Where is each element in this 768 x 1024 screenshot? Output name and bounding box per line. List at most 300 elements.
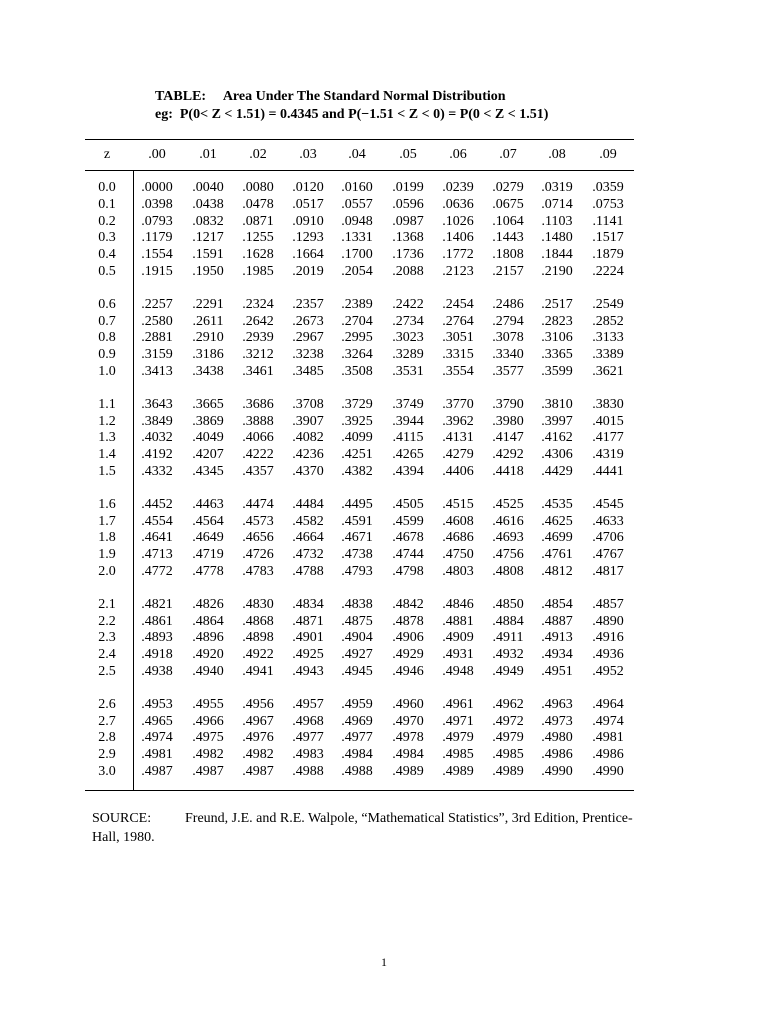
table-cell: .4936 xyxy=(592,647,624,663)
table-cell: .4756 xyxy=(492,547,524,563)
table-cell: .4418 xyxy=(492,464,524,479)
table-cell: .1406 xyxy=(442,230,474,246)
table-cell: .4976 xyxy=(242,730,274,746)
table-cell: .4988 xyxy=(341,764,373,779)
table-cell: .4941 xyxy=(242,664,274,679)
table-cell: .4032 xyxy=(141,430,173,446)
row-header-z: 0.2 xyxy=(98,213,116,229)
table-cell: .4953 xyxy=(141,696,173,712)
table-cell: .1255 xyxy=(242,230,274,246)
source-citation xyxy=(92,809,652,847)
table-cell: .3264 xyxy=(341,347,373,363)
row-header-z: 2.5 xyxy=(98,664,116,679)
table-cell: .3159 xyxy=(141,347,173,363)
table-cell: .4591 xyxy=(341,513,373,529)
table-cell: .4599 xyxy=(392,513,424,529)
table-cell: .4901 xyxy=(292,630,324,646)
table-cell: .4968 xyxy=(292,713,324,729)
table-cell: .4985 xyxy=(492,747,524,763)
table-cell: .4982 xyxy=(192,747,224,763)
table-cell: .4887 xyxy=(541,613,573,629)
table-cell: .4830 xyxy=(242,596,274,612)
table-cell: .4772 xyxy=(141,564,173,579)
table-cell: .4974 xyxy=(592,713,624,729)
table-cell: .4251 xyxy=(341,447,373,463)
table-cell: .1591 xyxy=(192,247,224,263)
source-text: Freund, J.E. and R.E. Walpole, “Mathematical Statistics”, 3rd Edition, Prentice-Hall, 1980. xyxy=(92,811,633,845)
table-cell: .4082 xyxy=(292,430,324,446)
table-cell: .4664 xyxy=(292,530,324,546)
table-cell: .4881 xyxy=(442,613,474,629)
table-cell: .4115 xyxy=(392,430,424,446)
row-header-z: 2.2 xyxy=(98,613,116,629)
row-header-z: 0.0 xyxy=(98,180,116,195)
table-cell: .3907 xyxy=(292,413,324,429)
table-cell: .3790 xyxy=(492,396,524,412)
table-cell: .3531 xyxy=(392,364,424,379)
table-cell: .4719 xyxy=(192,547,224,563)
table-cell: .1026 xyxy=(442,213,474,229)
table-cell: .4990 xyxy=(541,764,573,779)
table-cell: .4131 xyxy=(442,430,474,446)
table-cell: .1480 xyxy=(541,230,573,246)
table-cell: .2910 xyxy=(192,330,224,346)
table-cell: .4934 xyxy=(541,647,573,663)
table-cell: .4625 xyxy=(541,513,573,529)
table-cell: .1985 xyxy=(242,264,274,279)
row-header-z: 0.4 xyxy=(98,247,116,263)
table-cell: .2054 xyxy=(341,264,373,279)
table-cell: .4987 xyxy=(192,764,224,779)
table-cell: .3078 xyxy=(492,330,524,346)
table-cell: .4608 xyxy=(442,513,474,529)
table-cell: .4842 xyxy=(392,596,424,612)
row-header-z: 0.7 xyxy=(98,313,116,329)
column-header: .00 xyxy=(148,147,166,162)
table-cell: .4821 xyxy=(141,596,173,612)
table-cell: .2291 xyxy=(192,296,224,312)
table-cell: .4236 xyxy=(292,447,324,463)
table-cell: .0080 xyxy=(242,180,274,195)
table-cell: .4956 xyxy=(242,696,274,712)
table-cell: .4441 xyxy=(592,464,624,479)
column-header: .02 xyxy=(249,147,267,162)
table-cell: .4788 xyxy=(292,564,324,579)
table-cell: .4983 xyxy=(292,747,324,763)
table-cell: .4989 xyxy=(492,764,524,779)
column-header: .06 xyxy=(449,147,467,162)
table-cell: .4893 xyxy=(141,630,173,646)
table-cell: .0948 xyxy=(341,213,373,229)
table-cell: .3238 xyxy=(292,347,324,363)
table-cell: .4979 xyxy=(492,730,524,746)
table-cell: .0910 xyxy=(292,213,324,229)
source-label: SOURCE: xyxy=(92,811,152,826)
table-cell: .4913 xyxy=(541,630,573,646)
table-cell: .2257 xyxy=(141,296,173,312)
table-cell: .3389 xyxy=(592,347,624,363)
table-cell: .4890 xyxy=(592,613,624,629)
table-cell: .2088 xyxy=(392,264,424,279)
table-cell: .3106 xyxy=(541,330,573,346)
table-cell: .4896 xyxy=(192,630,224,646)
table-cell: .4985 xyxy=(442,747,474,763)
table-cell: .4846 xyxy=(442,596,474,612)
row-header-z: 0.3 xyxy=(98,230,116,246)
row-header-z: 2.1 xyxy=(98,596,116,612)
table-cell: .4984 xyxy=(341,747,373,763)
table-top-rule xyxy=(85,139,634,140)
table-cell: .4798 xyxy=(392,564,424,579)
table-cell: .4990 xyxy=(592,764,624,779)
table-cell: .1064 xyxy=(492,213,524,229)
table-cell: .4949 xyxy=(492,664,524,679)
table-cell: .3621 xyxy=(592,364,624,379)
table-cell: .2123 xyxy=(442,264,474,279)
table-cell: .4945 xyxy=(341,664,373,679)
table-cell: .3643 xyxy=(141,396,173,412)
table-cell: .4965 xyxy=(141,713,173,729)
table-cell: .4535 xyxy=(541,496,573,512)
table-cell: .4147 xyxy=(492,430,524,446)
table-cell: .3665 xyxy=(192,396,224,412)
table-cell: .3186 xyxy=(192,347,224,363)
table-cell: .0199 xyxy=(392,180,424,195)
table-cell: .1331 xyxy=(341,230,373,246)
row-header-z: 0.5 xyxy=(98,264,116,279)
table-cell: .4962 xyxy=(492,696,524,712)
table-cell: .4970 xyxy=(392,713,424,729)
table-cell: .3051 xyxy=(442,330,474,346)
table-cell: .3413 xyxy=(141,364,173,379)
table-cell: .4382 xyxy=(341,464,373,479)
table-cell: .3729 xyxy=(341,396,373,412)
row-header-z: 1.1 xyxy=(98,396,116,412)
table-cell: .4984 xyxy=(392,747,424,763)
row-header-z: 2.8 xyxy=(98,730,116,746)
column-header: .07 xyxy=(499,147,517,162)
table-header-rule xyxy=(85,170,634,171)
table-cell: .4706 xyxy=(592,530,624,546)
table-cell: .4207 xyxy=(192,447,224,463)
table-cell: .4871 xyxy=(292,613,324,629)
table-cell: .4049 xyxy=(192,430,224,446)
table-cell: .1772 xyxy=(442,247,474,263)
table-cell: .4515 xyxy=(442,496,474,512)
table-cell: .1217 xyxy=(192,230,224,246)
table-cell: .0319 xyxy=(541,180,573,195)
table-cell: .4177 xyxy=(592,430,624,446)
table-cell: .3438 xyxy=(192,364,224,379)
table-cell: .4656 xyxy=(242,530,274,546)
table-column-divider xyxy=(133,170,134,790)
table-cell: .4948 xyxy=(442,664,474,679)
table-cell: .4162 xyxy=(541,430,573,446)
table-cell: .4957 xyxy=(292,696,324,712)
table-cell: .3944 xyxy=(392,413,424,429)
table-cell: .2939 xyxy=(242,330,274,346)
table-cell: .4192 xyxy=(141,447,173,463)
row-header-z: 2.6 xyxy=(98,696,116,712)
table-cell: .4916 xyxy=(592,630,624,646)
table-cell: .2967 xyxy=(292,330,324,346)
table-cell: .0517 xyxy=(292,196,324,212)
table-cell: .4975 xyxy=(192,730,224,746)
table-cell: .2704 xyxy=(341,313,373,329)
table-cell: .4932 xyxy=(492,647,524,663)
table-cell: .4971 xyxy=(442,713,474,729)
table-cell: .4966 xyxy=(192,713,224,729)
table-cell: .4767 xyxy=(592,547,624,563)
table-cell: .2611 xyxy=(192,313,224,329)
table-cell: .4925 xyxy=(292,647,324,663)
table-cell: .4778 xyxy=(192,564,224,579)
table-cell: .4988 xyxy=(292,764,324,779)
table-cell: .4582 xyxy=(292,513,324,529)
table-cell: .4960 xyxy=(392,696,424,712)
table-cell: .4931 xyxy=(442,647,474,663)
table-cell: .4898 xyxy=(242,630,274,646)
row-header-z: 3.0 xyxy=(98,764,116,779)
table-cell: .3315 xyxy=(442,347,474,363)
table-cell: .4977 xyxy=(292,730,324,746)
table-cell: .2995 xyxy=(341,330,373,346)
table-cell: .4967 xyxy=(242,713,274,729)
table-cell: .1915 xyxy=(141,264,173,279)
table-cell: .4972 xyxy=(492,713,524,729)
table-cell: .4904 xyxy=(341,630,373,646)
table-cell: .3830 xyxy=(592,396,624,412)
table-cell: .0557 xyxy=(341,196,373,212)
table-cell: .1554 xyxy=(141,247,173,263)
table-cell: .2019 xyxy=(292,264,324,279)
table-cell: .0160 xyxy=(341,180,373,195)
table-cell: .4505 xyxy=(392,496,424,512)
table-cell: .4686 xyxy=(442,530,474,546)
table-cell: .4649 xyxy=(192,530,224,546)
row-header-z: 1.9 xyxy=(98,547,116,563)
table-cell: .1368 xyxy=(392,230,424,246)
table-cell: .4986 xyxy=(592,747,624,763)
table-cell: .2422 xyxy=(392,296,424,312)
table-cell: .4292 xyxy=(492,447,524,463)
row-header-z: 1.8 xyxy=(98,530,116,546)
table-cell: .4987 xyxy=(242,764,274,779)
table-cell: .3869 xyxy=(192,413,224,429)
row-header-z: 0.1 xyxy=(98,196,116,212)
row-header-z: 2.9 xyxy=(98,747,116,763)
table-cell: .4808 xyxy=(492,564,524,579)
table-cell: .4864 xyxy=(192,613,224,629)
table-cell: .3461 xyxy=(242,364,274,379)
table-cell: .4980 xyxy=(541,730,573,746)
table-cell: .3577 xyxy=(492,364,524,379)
table-cell: .4319 xyxy=(592,447,624,463)
table-cell: .2454 xyxy=(442,296,474,312)
table-cell: .3133 xyxy=(592,330,624,346)
table-cell: .4484 xyxy=(292,496,324,512)
table-cell: .4713 xyxy=(141,547,173,563)
table-cell: .4906 xyxy=(392,630,424,646)
table-cell: .4929 xyxy=(392,647,424,663)
table-cell: .0239 xyxy=(442,180,474,195)
table-cell: .2794 xyxy=(492,313,524,329)
table-cell: .4357 xyxy=(242,464,274,479)
table-cell: .4964 xyxy=(592,696,624,712)
table-cell: .4744 xyxy=(392,547,424,563)
table-cell: .3365 xyxy=(541,347,573,363)
table-cell: .1443 xyxy=(492,230,524,246)
table-cell: .0478 xyxy=(242,196,274,212)
table-cell: .4981 xyxy=(592,730,624,746)
table-cell: .4911 xyxy=(492,630,524,646)
table-cell: .4332 xyxy=(141,464,173,479)
table-cell: .1664 xyxy=(292,247,324,263)
table-cell: .2881 xyxy=(141,330,173,346)
table-cell: .4978 xyxy=(392,730,424,746)
table-cell: .4961 xyxy=(442,696,474,712)
table-cell: .2734 xyxy=(392,313,424,329)
column-header: .09 xyxy=(599,147,617,162)
table-cell: .4452 xyxy=(141,496,173,512)
table-cell: .4946 xyxy=(392,664,424,679)
table-cell: .2357 xyxy=(292,296,324,312)
table-cell: .4974 xyxy=(141,730,173,746)
table-cell: .4861 xyxy=(141,613,173,629)
table-cell: .2642 xyxy=(242,313,274,329)
table-cell: .4812 xyxy=(541,564,573,579)
table-cell: .4981 xyxy=(141,747,173,763)
table-cell: .4955 xyxy=(192,696,224,712)
table-cell: .1879 xyxy=(592,247,624,263)
table-cell: .3962 xyxy=(442,413,474,429)
table-cell: .4989 xyxy=(392,764,424,779)
table-cell: .4265 xyxy=(392,447,424,463)
table-cell: .4817 xyxy=(592,564,624,579)
table-cell: .4986 xyxy=(541,747,573,763)
table-cell: .4633 xyxy=(592,513,624,529)
table-cell: .4951 xyxy=(541,664,573,679)
table-cell: .4938 xyxy=(141,664,173,679)
table-cell: .2389 xyxy=(341,296,373,312)
table-cell: .4573 xyxy=(242,513,274,529)
table-cell: .3023 xyxy=(392,330,424,346)
table-cell: .0793 xyxy=(141,213,173,229)
table-cell: .4783 xyxy=(242,564,274,579)
table-cell: .4826 xyxy=(192,596,224,612)
table-cell: .2190 xyxy=(541,264,573,279)
table-cell: .4979 xyxy=(442,730,474,746)
table-cell: .4693 xyxy=(492,530,524,546)
table-cell: .4922 xyxy=(242,647,274,663)
table-cell: .4726 xyxy=(242,547,274,563)
table-cell: .4793 xyxy=(341,564,373,579)
table-cell: .2224 xyxy=(592,264,624,279)
table-cell: .4370 xyxy=(292,464,324,479)
table-cell: .0398 xyxy=(141,196,173,212)
table-cell: .4222 xyxy=(242,447,274,463)
column-header: .03 xyxy=(299,147,317,162)
row-header-z: 1.0 xyxy=(98,364,116,379)
table-bottom-rule xyxy=(85,790,634,791)
row-header-z: 2.4 xyxy=(98,647,116,663)
table-cell: .2324 xyxy=(242,296,274,312)
table-cell: .4943 xyxy=(292,664,324,679)
table-cell: .0000 xyxy=(141,180,173,195)
row-header-z: 2.7 xyxy=(98,713,116,729)
table-cell: .1844 xyxy=(541,247,573,263)
table-cell: .4920 xyxy=(192,647,224,663)
table-cell: .4564 xyxy=(192,513,224,529)
table-cell: .4878 xyxy=(392,613,424,629)
table-cell: .4868 xyxy=(242,613,274,629)
table-cell: .4834 xyxy=(292,596,324,612)
table-cell: .3810 xyxy=(541,396,573,412)
table-cell: .3708 xyxy=(292,396,324,412)
row-header-z: 1.3 xyxy=(98,430,116,446)
table-cell: .4875 xyxy=(341,613,373,629)
row-header-z: 2.3 xyxy=(98,630,116,646)
row-header-z: 2.0 xyxy=(98,564,116,579)
row-header-z: 0.6 xyxy=(98,296,116,312)
table-cell: .3849 xyxy=(141,413,173,429)
table-cell: .1293 xyxy=(292,230,324,246)
table-cell: .4474 xyxy=(242,496,274,512)
column-header: .08 xyxy=(548,147,566,162)
table-cell: .4732 xyxy=(292,547,324,563)
table-cell: .1950 xyxy=(192,264,224,279)
table-cell: .4982 xyxy=(242,747,274,763)
table-cell: .4279 xyxy=(442,447,474,463)
column-header-z: z xyxy=(103,147,111,162)
table-cell: .4345 xyxy=(192,464,224,479)
table-cell: .4987 xyxy=(141,764,173,779)
table-cell: .2764 xyxy=(442,313,474,329)
table-cell: .1103 xyxy=(541,213,573,229)
table-cell: .4738 xyxy=(341,547,373,563)
row-header-z: 1.5 xyxy=(98,464,116,479)
table-cell: .3485 xyxy=(292,364,324,379)
table-cell: .4545 xyxy=(592,496,624,512)
table-cell: .0753 xyxy=(592,196,624,212)
table-cell: .0714 xyxy=(541,196,573,212)
table-cell: .1141 xyxy=(592,213,624,229)
table-cell: .3686 xyxy=(242,396,274,412)
table-cell: .2486 xyxy=(492,296,524,312)
table-cell: .2157 xyxy=(492,264,524,279)
table-cell: .0040 xyxy=(192,180,224,195)
table-cell: .3554 xyxy=(442,364,474,379)
table-cell: .1736 xyxy=(392,247,424,263)
table-cell: .4918 xyxy=(141,647,173,663)
table-cell: .0359 xyxy=(592,180,624,195)
row-header-z: 1.7 xyxy=(98,513,116,529)
table-cell: .3749 xyxy=(392,396,424,412)
table-cell: .0279 xyxy=(492,180,524,195)
table-cell: .0871 xyxy=(242,213,274,229)
table-cell: .1628 xyxy=(242,247,274,263)
table-cell: .4463 xyxy=(192,496,224,512)
table-cell: .0120 xyxy=(292,180,324,195)
table-cell: .2580 xyxy=(141,313,173,329)
table-cell: .2673 xyxy=(292,313,324,329)
table-example: eg: P(0< Z < 1.51) = 0.4345 and P(−1.51 < Z < 0) = P(0 < Z < 1.51) xyxy=(155,107,549,122)
page-number: 1 xyxy=(381,955,387,969)
row-header-z: 0.8 xyxy=(98,330,116,346)
table-cell: .4959 xyxy=(341,696,373,712)
row-header-z: 1.2 xyxy=(98,413,116,429)
table-cell: .4854 xyxy=(541,596,573,612)
